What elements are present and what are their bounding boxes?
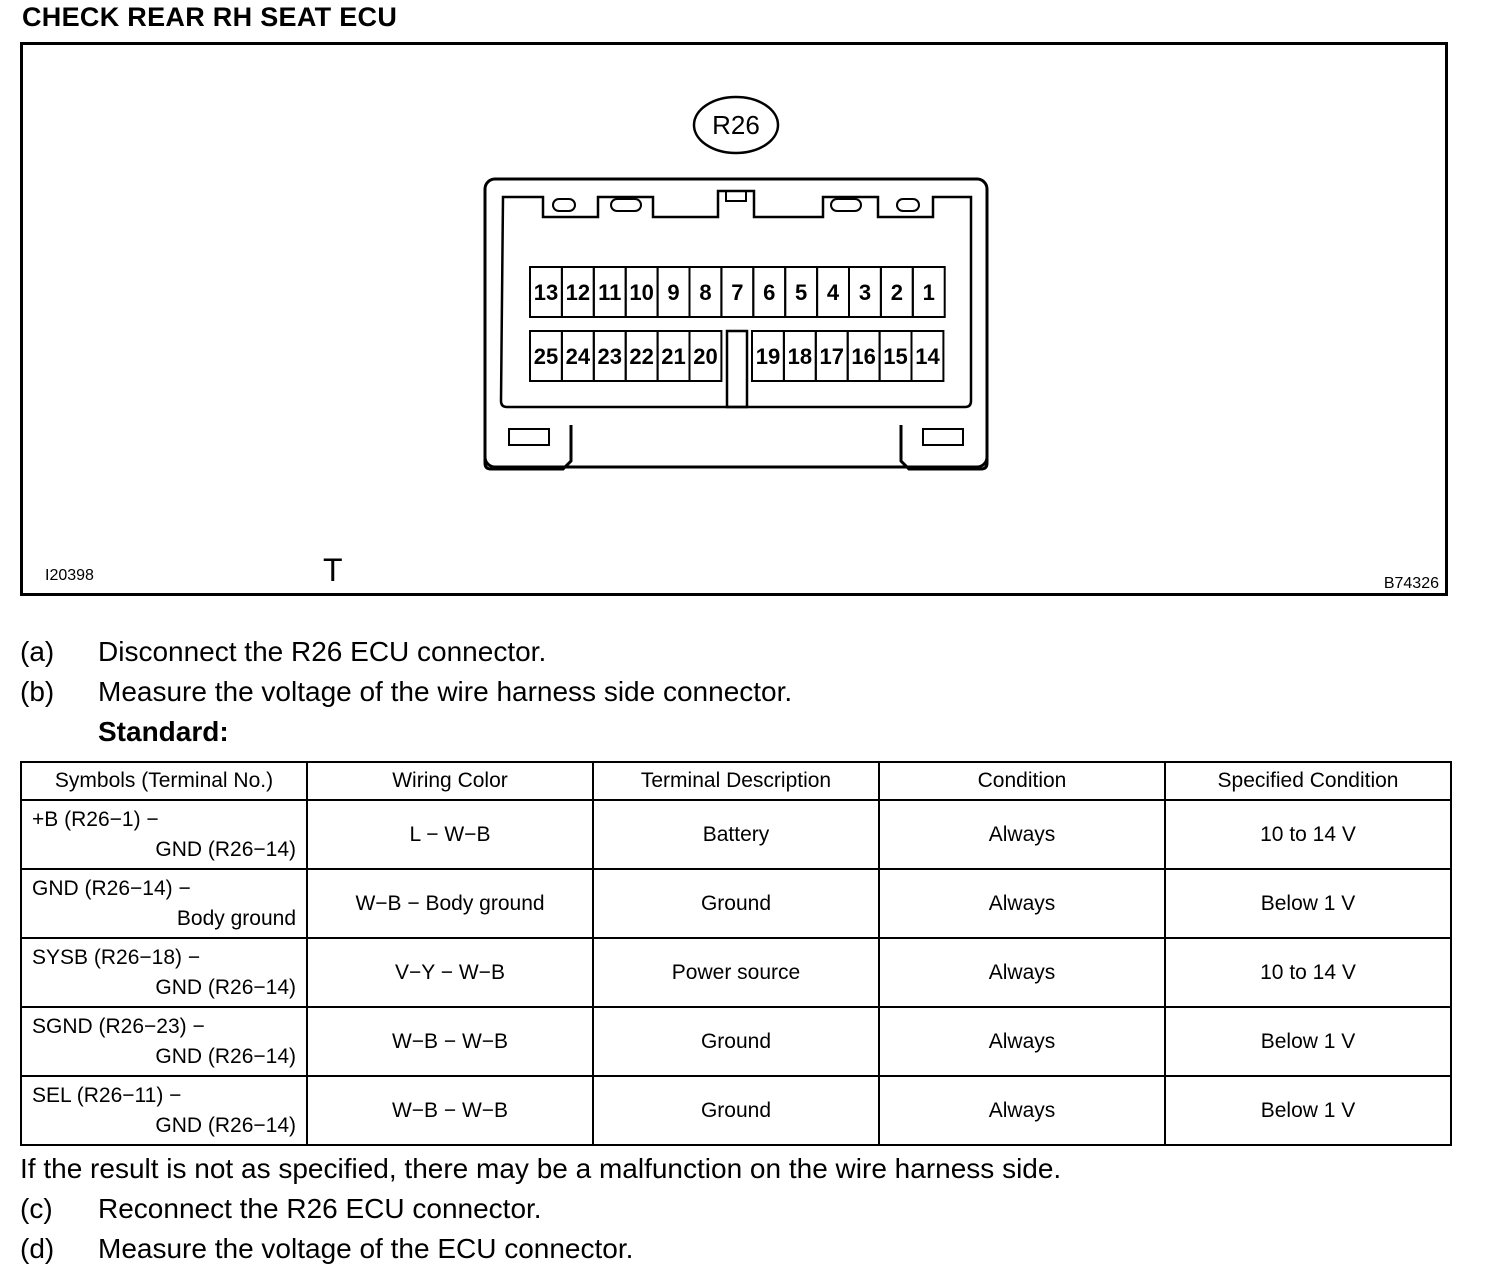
- table-row: [21, 1007, 1451, 1076]
- symbol-cell: GND (R26−14) − Body ground: [21, 869, 307, 938]
- step-d: [20, 1233, 633, 1265]
- table-header: Specified Condition: [1165, 762, 1451, 800]
- connector-housing: [485, 179, 987, 467]
- connector-figure: [20, 42, 1448, 596]
- pin-number: 25: [533, 344, 559, 369]
- description-cell: Ground: [593, 869, 879, 938]
- pin-number: 16: [851, 344, 876, 369]
- pin-number: 14: [915, 344, 940, 369]
- condition-cell: Always: [879, 938, 1165, 1007]
- condition-cell: Always: [879, 869, 1165, 938]
- symbol-cell: SGND (R26−23) − GND (R26−14): [21, 1007, 307, 1076]
- table-row: [21, 1076, 1451, 1145]
- pin-number: 3: [858, 280, 872, 305]
- step-label: (d): [20, 1233, 55, 1264]
- specified-cell: Below 1 V: [1165, 1076, 1451, 1145]
- pin-number: 19: [755, 344, 781, 369]
- pin-number: 22: [629, 344, 654, 369]
- pin-number: 11: [598, 280, 622, 305]
- step-b: [20, 676, 792, 708]
- page-heading: CHECK REAR RH SEAT ECU: [22, 2, 398, 32]
- lock-slot: [553, 199, 575, 211]
- step-c: [20, 1193, 542, 1225]
- foot-slot: [509, 429, 549, 445]
- table-row: [21, 938, 1451, 1007]
- pin-number: 18: [787, 344, 813, 369]
- wiring-color-cell: V−Y − W−B: [307, 938, 593, 1007]
- description-cell: Ground: [593, 1007, 879, 1076]
- lock-slot: [831, 199, 861, 211]
- pin-number: 24: [565, 344, 591, 369]
- specified-cell: Below 1 V: [1165, 869, 1451, 938]
- wiring-color-cell: W−B − W−B: [307, 1076, 593, 1145]
- description-cell: Battery: [593, 800, 879, 869]
- connector-foot-right: [901, 425, 987, 469]
- pin-number: 12: [565, 280, 591, 305]
- pin-row-bottom: [530, 331, 943, 381]
- symbol-cell: SYSB (R26−18) − GND (R26−14): [21, 938, 307, 1007]
- table-header: Terminal Description: [593, 762, 879, 800]
- symbol-cell: SEL (R26−11) − GND (R26−14): [21, 1076, 307, 1145]
- symbol-cell: +B (R26−1) − GND (R26−14): [21, 800, 307, 869]
- center-divider: [727, 331, 747, 407]
- specified-cell: 10 to 14 V: [1165, 938, 1451, 1007]
- standard-label: Standard:: [98, 716, 229, 747]
- condition-cell: Always: [879, 1076, 1165, 1145]
- wiring-color-cell: W−B − W−B: [307, 1007, 593, 1076]
- pin-number: 15: [883, 344, 908, 369]
- step-a: [20, 636, 546, 668]
- wiring-color-cell: L − W−B: [307, 800, 593, 869]
- key-slot: [726, 191, 746, 201]
- lock-slot: [897, 199, 919, 211]
- specified-cell: 10 to 14 V: [1165, 800, 1451, 869]
- step-text: Reconnect the R26 ECU connector.: [98, 1193, 542, 1224]
- pin-row-top: [530, 267, 945, 317]
- condition-cell: Always: [879, 800, 1165, 869]
- connector-diagram: [23, 45, 1445, 593]
- table-header-row: [21, 762, 1451, 800]
- connector-foot-left: [485, 425, 571, 469]
- pin-number: 2: [890, 280, 903, 305]
- step-text: Measure the voltage of the ECU connector.: [98, 1233, 634, 1264]
- figure-code-left: I20398: [45, 567, 94, 584]
- spec-table: [20, 761, 1452, 1146]
- foot-slot: [923, 429, 963, 445]
- figure-code-right: B74326: [1383, 575, 1439, 592]
- table-row: [21, 800, 1451, 869]
- table-header: Condition: [879, 762, 1165, 800]
- description-cell: Ground: [593, 1076, 879, 1145]
- pin-number: 6: [763, 280, 776, 305]
- pin-number: 10: [629, 280, 654, 305]
- pin-number: 9: [667, 280, 680, 305]
- step-label: (b): [20, 676, 55, 707]
- table-header: Wiring Color: [307, 762, 593, 800]
- pin-number: 7: [731, 280, 744, 305]
- condition-cell: Always: [879, 1007, 1165, 1076]
- result-note: If the result is not as specified, there may be a malfunction on the wire harness side.: [20, 1153, 1062, 1184]
- pin-number: 8: [699, 280, 712, 305]
- pin-number: 17: [819, 344, 844, 369]
- pin-number: 13: [533, 280, 559, 305]
- lock-slot: [611, 199, 641, 211]
- step-text: Disconnect the R26 ECU connector.: [98, 636, 547, 667]
- pin-number: 4: [826, 280, 840, 305]
- step-text: Measure the voltage of the wire harness side connector.: [98, 676, 793, 707]
- pin-number: 23: [597, 344, 622, 369]
- step-label: (c): [20, 1193, 53, 1224]
- pin-number: 1: [922, 280, 935, 305]
- connector-label: R26: [712, 110, 760, 140]
- pin-number: 5: [795, 280, 808, 305]
- step-label: (a): [20, 636, 55, 667]
- table-header: Symbols (Terminal No.): [21, 762, 307, 800]
- table-row: [21, 869, 1451, 938]
- pin-number: 20: [693, 344, 718, 369]
- wiring-color-cell: W−B − Body ground: [307, 869, 593, 938]
- figure-mark: T: [323, 552, 343, 588]
- specified-cell: Below 1 V: [1165, 1007, 1451, 1076]
- description-cell: Power source: [593, 938, 879, 1007]
- pin-number: 21: [661, 344, 686, 369]
